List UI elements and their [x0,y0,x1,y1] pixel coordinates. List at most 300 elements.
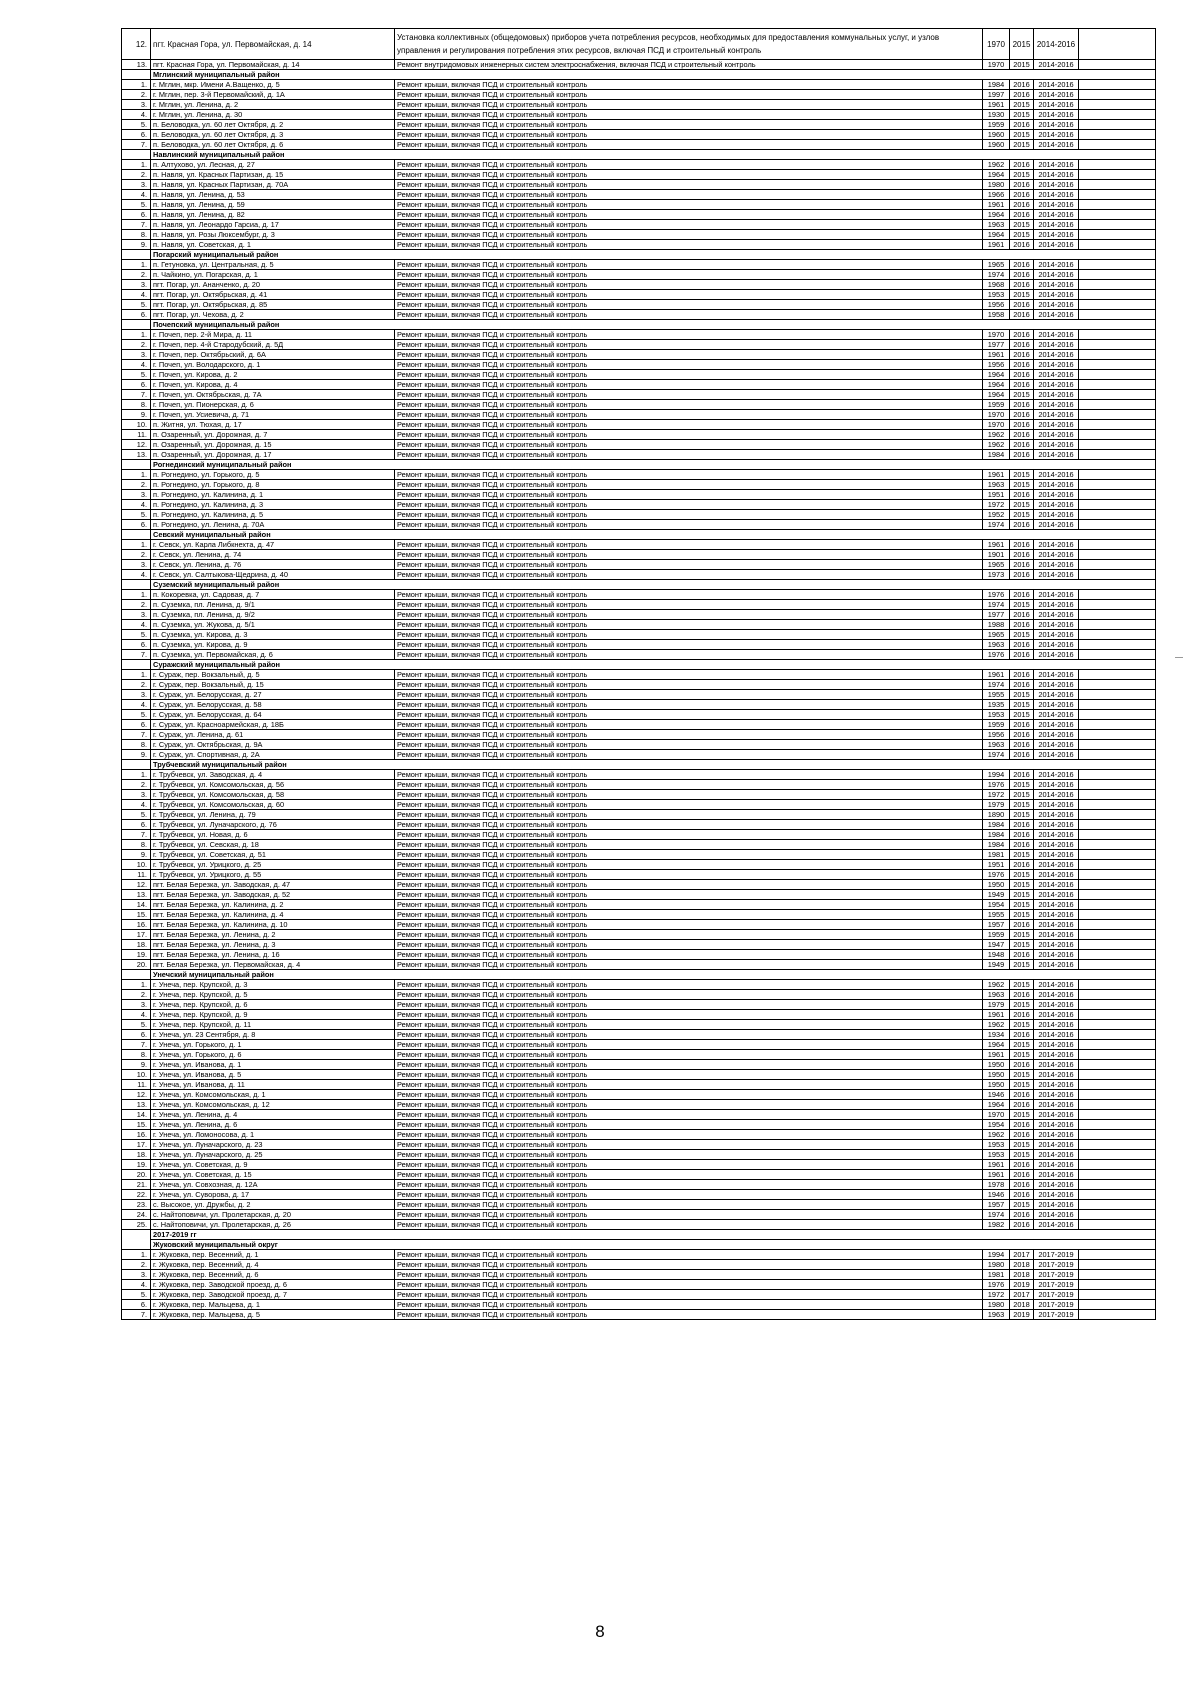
planned-year-cell: 2015 [1010,130,1034,140]
table-row [122,700,1156,710]
row-number: 2. [122,550,151,560]
empty-cell [1079,420,1156,430]
table-row [122,140,1156,150]
empty-cell [1079,1060,1156,1070]
work-type-cell: Ремонт крыши, включая ПСД и строительный контроль [395,920,983,930]
planned-year-cell: 2015 [1010,880,1034,890]
table-row [122,110,1156,120]
year-built-cell: 1962 [983,430,1010,440]
year-built-cell: 1956 [983,300,1010,310]
period-cell: 2014-2016 [1034,1110,1079,1120]
planned-year-cell: 2016 [1010,280,1034,290]
year-built-cell: 1980 [983,1300,1010,1310]
planned-year-cell: 2015 [1010,1050,1034,1060]
year-built-cell: 1962 [983,1130,1010,1140]
empty-cell [1079,920,1156,930]
work-type-cell: Ремонт крыши, включая ПСД и строительный контроль [395,1170,983,1180]
year-built-cell: 1974 [983,600,1010,610]
period-cell: 2014-2016 [1034,560,1079,570]
empty-cell [1079,1210,1156,1220]
table-row [122,410,1156,420]
row-number: 5. [122,710,151,720]
address-cell: г. Почеп, пер. Октябрьский, д. 6А [151,350,395,360]
section-empty-cell [122,760,151,770]
address-cell: пгт. Красная Гора, ул. Первомайская, д. 14 [151,60,395,70]
year-built-cell: 1950 [983,1060,1010,1070]
work-type-cell: Ремонт крыши, включая ПСД и строительный контроль [395,1150,983,1160]
empty-cell [1079,600,1156,610]
address-cell: г. Унеча, ул. Иванова, д. 1 [151,1060,395,1070]
planned-year-cell: 2015 [1010,1150,1034,1160]
planned-year-cell: 2016 [1010,950,1034,960]
period-cell: 2014-2016 [1034,440,1079,450]
year-built-cell: 1959 [983,930,1010,940]
work-type-cell: Ремонт крыши, включая ПСД и строительный контроль [395,740,983,750]
row-number: 24. [122,1210,151,1220]
row-number: 12. [122,29,151,60]
empty-cell [1079,1290,1156,1300]
section-title: Почепский муниципальный район [151,320,1156,330]
period-cell: 2017-2019 [1034,1260,1079,1270]
address-cell: пгт. Белая Березка, ул. Первомайская, д. 4 [151,960,395,970]
work-type-cell: Ремонт крыши, включая ПСД и строительный контроль [395,1010,983,1020]
work-type-cell: Ремонт крыши, включая ПСД и строительный контроль [395,750,983,760]
empty-cell [1079,720,1156,730]
address-cell: г. Трубчевск, ул. Комсомольская, д. 56 [151,780,395,790]
address-cell: пгт. Белая Березка, ул. Ленина, д. 2 [151,930,395,940]
period-cell: 2014-2016 [1034,90,1079,100]
period-cell: 2014-2016 [1034,1100,1079,1110]
row-number: 1. [122,80,151,90]
address-cell: г. Трубчевск, ул. Севская, д. 18 [151,840,395,850]
table-row [122,1200,1156,1210]
period-cell: 2014-2016 [1034,1030,1079,1040]
row-number: 6. [122,520,151,530]
row-number: 4. [122,1010,151,1020]
period-cell: 2014-2016 [1034,200,1079,210]
planned-year-cell: 2016 [1010,520,1034,530]
year-built-cell: 1901 [983,550,1010,560]
year-built-cell: 1976 [983,780,1010,790]
planned-year-cell: 2015 [1010,980,1034,990]
table-row [122,790,1156,800]
planned-year-cell: 2016 [1010,570,1034,580]
year-built-cell: 1976 [983,870,1010,880]
empty-cell [1079,860,1156,870]
planned-year-cell: 2015 [1010,220,1034,230]
period-cell: 2014-2016 [1034,980,1079,990]
work-type-cell: Ремонт крыши, включая ПСД и строительный контроль [395,200,983,210]
table-row [122,500,1156,510]
table-row [122,1250,1156,1260]
period-cell: 2014-2016 [1034,1180,1079,1190]
planned-year-cell: 2015 [1010,700,1034,710]
address-cell: г. Унеча, ул. Горького, д. 6 [151,1050,395,1060]
table-row [122,550,1156,560]
empty-cell [1079,450,1156,460]
work-type-cell: Ремонт крыши, включая ПСД и строительный контроль [395,270,983,280]
planned-year-cell: 2016 [1010,190,1034,200]
row-number: 10. [122,860,151,870]
section-title: Суземский муниципальный район [151,580,1156,590]
planned-year-cell: 2016 [1010,310,1034,320]
work-type-cell: Ремонт крыши, включая ПСД и строительный контроль [395,110,983,120]
section-header-row [122,760,1156,770]
address-cell: с. Высокое, ул. Дружбы, д. 2 [151,1200,395,1210]
address-cell: г. Унеча, ул. Иванова, д. 5 [151,1070,395,1080]
empty-cell [1079,1250,1156,1260]
table-row [122,240,1156,250]
period-cell: 2014-2016 [1034,120,1079,130]
address-cell: п. Озаренный, ул. Дорожная, д. 7 [151,430,395,440]
work-type-cell: Ремонт крыши, включая ПСД и строительный контроль [395,520,983,530]
address-cell: п. Беловодка, ул. 60 лет Октября, д. 6 [151,140,395,150]
work-type-cell: Ремонт крыши, включая ПСД и строительный контроль [395,90,983,100]
period-cell: 2014-2016 [1034,390,1079,400]
period-cell: 2014-2016 [1034,1070,1079,1080]
planned-year-cell: 2015 [1010,170,1034,180]
row-number: 20. [122,1170,151,1180]
address-cell: п. Чайкино, ул. Погарская, д. 1 [151,270,395,280]
row-number: 9. [122,1060,151,1070]
year-built-cell: 1961 [983,540,1010,550]
work-type-cell: Ремонт крыши, включая ПСД и строительный контроль [395,700,983,710]
work-type-cell: Ремонт крыши, включая ПСД и строительный контроль [395,610,983,620]
period-cell: 2014-2016 [1034,160,1079,170]
row-number: 1. [122,770,151,780]
work-type-cell: Ремонт крыши, включая ПСД и строительный контроль [395,500,983,510]
table-row [122,670,1156,680]
address-cell: п. Навля, ул. Ленина, д. 53 [151,190,395,200]
planned-year-cell: 2015 [1010,850,1034,860]
work-type-cell: Ремонт крыши, включая ПСД и строительный контроль [395,1090,983,1100]
empty-cell [1079,850,1156,860]
work-type-cell: Ремонт крыши, включая ПСД и строительный контроль [395,300,983,310]
table-row [122,130,1156,140]
row-number: 1. [122,160,151,170]
period-cell: 2014-2016 [1034,670,1079,680]
table-row [122,1170,1156,1180]
table-row [122,990,1156,1000]
period-cell: 2014-2016 [1034,840,1079,850]
section-title: Жуковский муниципальный округ [151,1240,1156,1250]
work-type-cell: Ремонт крыши, включая ПСД и строительный контроль [395,1030,983,1040]
address-cell: г. Сураж, ул. Спортивная, д. 2А [151,750,395,760]
period-cell: 2014-2016 [1034,330,1079,340]
work-type-cell: Ремонт крыши, включая ПСД и строительный контроль [395,280,983,290]
empty-cell [1079,1140,1156,1150]
empty-cell [1079,640,1156,650]
empty-cell [1079,980,1156,990]
table-row [122,720,1156,730]
row-number: 3. [122,1000,151,1010]
address-cell: г. Унеча, ул. Комсомольская, д. 1 [151,1090,395,1100]
table-row [122,360,1156,370]
row-number: 7. [122,1310,151,1320]
period-cell: 2014-2016 [1034,950,1079,960]
table-row [122,750,1156,760]
row-number: 19. [122,1160,151,1170]
row-number: 2. [122,1260,151,1270]
row-number: 4. [122,360,151,370]
address-cell: г. Трубчевск, ул. Новая, д. 6 [151,830,395,840]
empty-cell [1079,880,1156,890]
section-title: Унечский муниципальный район [151,970,1156,980]
planned-year-cell: 2015 [1010,1200,1034,1210]
period-cell: 2014-2016 [1034,300,1079,310]
empty-cell [1079,90,1156,100]
row-number: 9. [122,410,151,420]
empty-cell [1079,1260,1156,1270]
planned-year-cell: 2015 [1010,870,1034,880]
period-cell: 2014-2016 [1034,880,1079,890]
row-number: 6. [122,1030,151,1040]
row-number: 4. [122,800,151,810]
empty-cell [1079,520,1156,530]
row-number: 13. [122,890,151,900]
empty-cell [1079,370,1156,380]
empty-cell [1079,680,1156,690]
table-row [122,29,1156,60]
year-built-cell: 1961 [983,350,1010,360]
work-type-cell: Ремонт крыши, включая ПСД и строительный контроль [395,220,983,230]
year-built-cell: 1947 [983,940,1010,950]
empty-cell [1079,310,1156,320]
empty-cell [1079,550,1156,560]
table-row [122,540,1156,550]
row-number: 6. [122,1300,151,1310]
year-built-cell: 1959 [983,120,1010,130]
planned-year-cell: 2016 [1010,420,1034,430]
period-cell: 2014-2016 [1034,1000,1079,1010]
planned-year-cell: 2019 [1010,1310,1034,1320]
year-built-cell: 1955 [983,910,1010,920]
planned-year-cell: 2016 [1010,440,1034,450]
table-row [122,690,1156,700]
table-row [122,1290,1156,1300]
period-cell: 2014-2016 [1034,910,1079,920]
empty-cell [1079,270,1156,280]
planned-year-cell: 2016 [1010,240,1034,250]
address-cell: г. Севск, ул. Ленина, д. 76 [151,560,395,570]
work-type-cell: Ремонт крыши, включая ПСД и строительный контроль [395,140,983,150]
year-built-cell: 1961 [983,200,1010,210]
year-built-cell: 1980 [983,1260,1010,1270]
row-number: 20. [122,960,151,970]
address-cell: п. Гетуновка, ул. Центральная, д. 5 [151,260,395,270]
table-row [122,200,1156,210]
year-built-cell: 1978 [983,1180,1010,1190]
table-row [122,120,1156,130]
planned-year-cell: 2015 [1010,1020,1034,1030]
work-type-cell: Ремонт крыши, включая ПСД и строительный контроль [395,770,983,780]
year-built-cell: 1970 [983,410,1010,420]
planned-year-cell: 2016 [1010,1180,1034,1190]
empty-cell [1079,710,1156,720]
address-cell: пгт. Белая Березка, ул. Калинина, д. 10 [151,920,395,930]
address-cell: п. Озаренный, ул. Дорожная, д. 15 [151,440,395,450]
address-cell: г. Севск, ул. Карла Либкнехта, д. 47 [151,540,395,550]
period-cell: 2014-2016 [1034,180,1079,190]
year-built-cell: 1965 [983,560,1010,570]
row-number: 6. [122,310,151,320]
empty-cell [1079,1120,1156,1130]
row-number: 7. [122,650,151,660]
table-row [122,1020,1156,1030]
work-type-cell: Ремонт крыши, включая ПСД и строительный контроль [395,1160,983,1170]
period-cell: 2017-2019 [1034,1280,1079,1290]
year-built-cell: 1984 [983,80,1010,90]
empty-cell [1079,470,1156,480]
row-number: 17. [122,930,151,940]
period-cell: 2014-2016 [1034,590,1079,600]
table-row [122,160,1156,170]
table-row [122,600,1156,610]
empty-cell [1079,570,1156,580]
planned-year-cell: 2015 [1010,790,1034,800]
table-row [122,560,1156,570]
period-cell: 2014-2016 [1034,310,1079,320]
row-number: 25. [122,1220,151,1230]
section-empty-cell [122,150,151,160]
row-number: 13. [122,60,151,70]
table-row [122,420,1156,430]
section-title: Погарский муниципальный район [151,250,1156,260]
row-number: 5. [122,630,151,640]
row-number: 11. [122,1080,151,1090]
address-cell: п. Суземка, пл. Ленина, д. 9/1 [151,600,395,610]
empty-cell [1079,870,1156,880]
period-cell: 2014-2016 [1034,810,1079,820]
work-type-cell: Ремонт крыши, включая ПСД и строительный контроль [395,600,983,610]
period-cell: 2014-2016 [1034,550,1079,560]
planned-year-cell: 2015 [1010,140,1034,150]
year-built-cell: 1958 [983,310,1010,320]
empty-cell [1079,1130,1156,1140]
row-number: 16. [122,1130,151,1140]
section-empty-cell [122,250,151,260]
period-cell: 2014-2016 [1034,620,1079,630]
planned-year-cell: 2015 [1010,1070,1034,1080]
planned-year-cell: 2016 [1010,920,1034,930]
address-cell: п. Навля, ул. Розы Люксембург, д. 3 [151,230,395,240]
planned-year-cell: 2016 [1010,840,1034,850]
empty-cell [1079,230,1156,240]
row-number: 3. [122,610,151,620]
row-number: 2. [122,480,151,490]
row-number: 19. [122,950,151,960]
address-cell: г. Унеча, ул. Ломоносова, д. 1 [151,1130,395,1140]
period-cell: 2014-2016 [1034,430,1079,440]
address-cell: г. Сураж, ул. Красноармейская, д. 18Б [151,720,395,730]
work-type-cell: Ремонт крыши, включая ПСД и строительный контроль [395,100,983,110]
year-built-cell: 1984 [983,820,1010,830]
work-type-cell: Ремонт крыши, включая ПСД и строительный контроль [395,560,983,570]
table-row [122,620,1156,630]
period-cell: 2014-2016 [1034,960,1079,970]
row-number: 5. [122,510,151,520]
planned-year-cell: 2016 [1010,350,1034,360]
address-cell: п. Рогнедино, ул. Горького, д. 8 [151,480,395,490]
planned-year-cell: 2016 [1010,330,1034,340]
year-built-cell: 1948 [983,950,1010,960]
planned-year-cell: 2016 [1010,680,1034,690]
planned-year-cell: 2016 [1010,740,1034,750]
year-built-cell: 1957 [983,1200,1010,1210]
section-empty-cell [122,580,151,590]
year-built-cell: 1946 [983,1090,1010,1100]
planned-year-cell: 2016 [1010,270,1034,280]
work-type-cell: Ремонт внутридомовых инженерных систем электроснабжения, включая ПСД и строительный контроль [395,60,983,70]
address-cell: пгт. Погар, ул. Октябрьская, д. 85 [151,300,395,310]
table-row [122,850,1156,860]
empty-cell [1079,1000,1156,1010]
planned-year-cell: 2016 [1010,860,1034,870]
address-cell: г. Унеча, пер. Крупской, д. 11 [151,1020,395,1030]
address-cell: пгт. Погар, ул. Чехова, д. 2 [151,310,395,320]
period-cell: 2014-2016 [1034,230,1079,240]
planned-year-cell: 2015 [1010,940,1034,950]
address-cell: п. Рогнедино, ул. Ленина, д. 70А [151,520,395,530]
empty-cell [1079,100,1156,110]
address-cell: г. Унеча, пер. Крупской, д. 6 [151,1000,395,1010]
empty-cell [1079,650,1156,660]
period-cell: 2014-2016 [1034,29,1079,60]
period-cell: 2014-2016 [1034,1130,1079,1140]
address-cell: г. Трубчевск, ул. Урицкого, д. 25 [151,860,395,870]
empty-cell [1079,1040,1156,1050]
work-type-cell: Ремонт крыши, включая ПСД и строительный контроль [395,820,983,830]
row-number: 4. [122,110,151,120]
planned-year-cell: 2015 [1010,500,1034,510]
row-number: 8. [122,1050,151,1060]
period-cell: 2014-2016 [1034,1220,1079,1230]
empty-cell [1079,800,1156,810]
year-built-cell: 1953 [983,1150,1010,1160]
row-number: 1. [122,540,151,550]
empty-cell [1079,700,1156,710]
work-type-cell: Ремонт крыши, включая ПСД и строительный контроль [395,410,983,420]
row-number: 23. [122,1200,151,1210]
year-built-cell: 1984 [983,830,1010,840]
planned-year-cell: 2015 [1010,910,1034,920]
empty-cell [1079,1160,1156,1170]
table-row [122,610,1156,620]
work-type-cell: Ремонт крыши, включая ПСД и строительный контроль [395,170,983,180]
period-cell: 2014-2016 [1034,570,1079,580]
work-type-cell: Ремонт крыши, включая ПСД и строительный контроль [395,800,983,810]
planned-year-cell: 2015 [1010,780,1034,790]
empty-cell [1079,560,1156,570]
table-row [122,1010,1156,1020]
empty-cell [1079,330,1156,340]
empty-cell [1079,1190,1156,1200]
address-cell: г. Трубчевск, ул. Заводская, д. 4 [151,770,395,780]
table-row [122,880,1156,890]
table-row [122,470,1156,480]
planned-year-cell: 2016 [1010,1010,1034,1020]
planned-year-cell: 2016 [1010,430,1034,440]
empty-cell [1079,1110,1156,1120]
section-empty-cell [122,660,151,670]
year-built-cell: 1962 [983,440,1010,450]
year-built-cell: 1959 [983,400,1010,410]
table-row [122,340,1156,350]
row-number: 7. [122,1040,151,1050]
work-type-cell: Ремонт крыши, включая ПСД и строительный контроль [395,870,983,880]
work-type-cell: Ремонт крыши, включая ПСД и строительный контроль [395,430,983,440]
empty-cell [1079,210,1156,220]
